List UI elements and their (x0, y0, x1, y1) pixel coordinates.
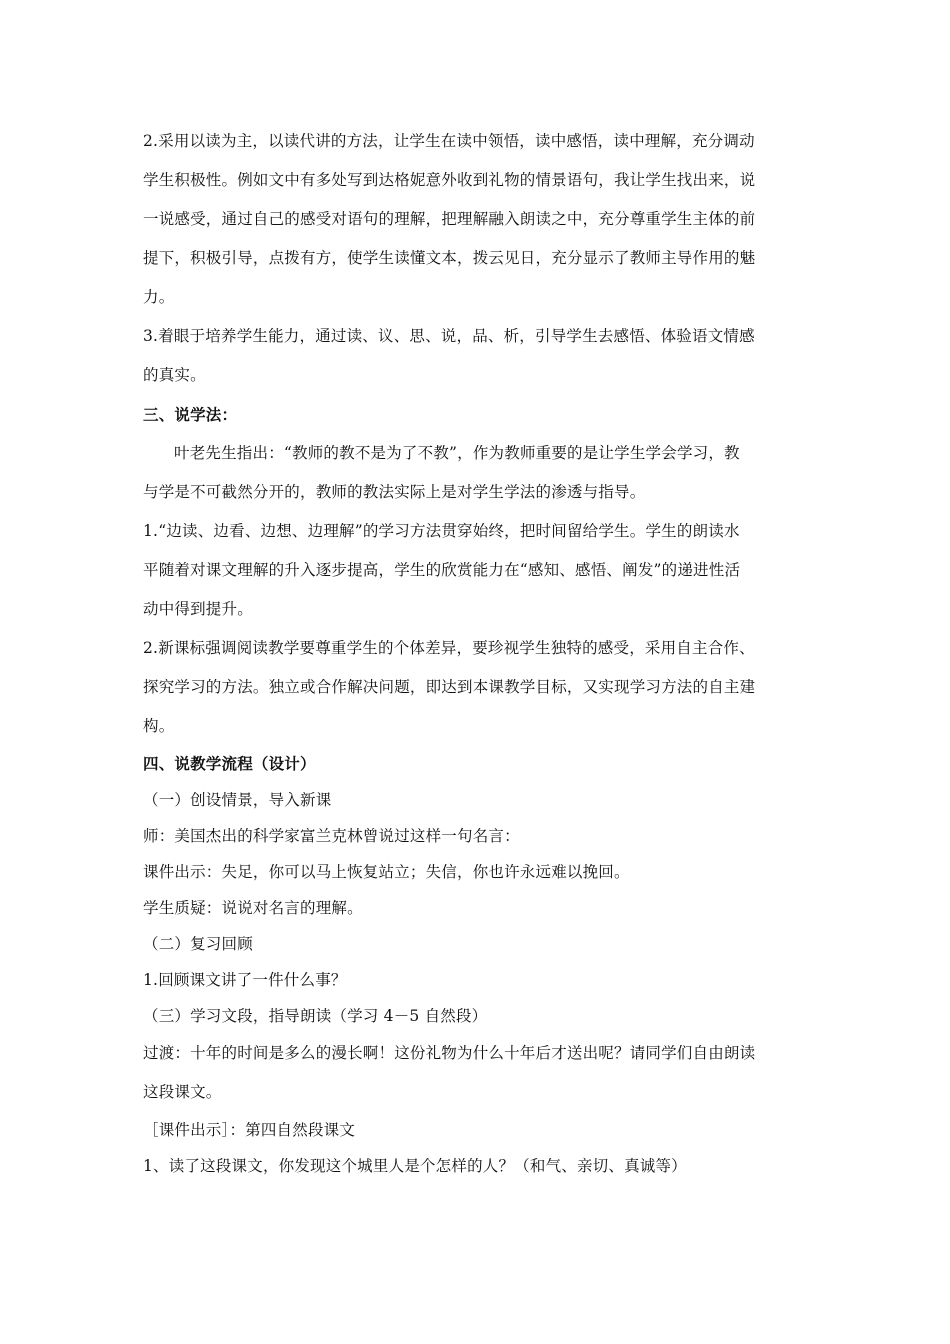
courseware-line: ［课件出示］：第四自然段课文 (143, 1121, 356, 1139)
text-line: 2.新课标强调阅读教学要尊重学生的个体差异，要珍视学生独特的感受，采用自主合作、 (143, 639, 755, 657)
step-3-title: （三）学习文段，指导朗读（学习 4－5 自然段） (143, 1007, 488, 1025)
paragraph-ye-quote (143, 434, 807, 512)
teacher-line: 师：美国杰出的科学家富兰克林曾说过这样一句名言： (143, 827, 520, 845)
text-line: 一说感受，通过自己的感受对语句的理解，把理解融入朗读之中，充分尊重学生主体的前 (143, 210, 756, 228)
text-line: 探究学习的方法。独立或合作解决问题，即达到本课教学目标，又实现学习方法的自主建 (143, 678, 756, 696)
question-line: 1、读了这段课文，你发现这个城里人是个怎样的人？（和气、亲切、真诚等） (143, 1157, 687, 1175)
text-line: 的真实。 (143, 366, 206, 384)
paragraph-learning-method-1 (143, 512, 807, 629)
text-line: 这段课文。 (143, 1083, 222, 1101)
section-heading-learning-methods: 三、说学法： (143, 405, 238, 424)
paragraph-method-3 (143, 317, 807, 395)
text-line: 2.采用以读为主，以读代讲的方法，让学生在读中领悟，读中感悟，读中理解，充分调动 (143, 132, 755, 150)
document-page (143, 122, 807, 1184)
step-2-title: （二）复习回顾 (143, 935, 253, 953)
review-question: 1.回顾课文讲了一件什么事？ (143, 971, 347, 989)
paragraph-learning-method-2 (143, 629, 807, 746)
text-line: 提下，积极引导，点拨有方，使学生读懂文本，拨云见日，充分显示了教师主导作用的魅 (143, 249, 756, 267)
paragraph-transition (143, 1034, 807, 1112)
text-line: 力。 (143, 288, 175, 306)
text-line: 与学是不可截然分开的，教师的教法实际上是对学生学法的渗透与指导。 (143, 483, 646, 501)
text-line: 平随着对课文理解的升入逐步提高，学生的欣赏能力在“感知、感悟、阐发”的递进性活 (143, 561, 741, 579)
text-line: 3.着眼于培养学生能力，通过读、议、思、说，品、析，引导学生去感悟、体验语文情感 (143, 327, 755, 345)
text-line: 构。 (143, 717, 175, 735)
text-line: 过渡：十年的时间是多么的漫长啊！这份礼物为什么十年后才送出呢？请同学们自由朗读 (143, 1044, 756, 1062)
section-heading-teaching-process: 四、说教学流程（设计） (143, 754, 316, 773)
step-1-title: （一）创设情景，导入新课 (143, 791, 332, 809)
text-line: 动中得到提升。 (143, 600, 253, 618)
courseware-line: 课件出示：失足，你可以马上恢复站立；失信，你也许永远难以挽回。 (143, 863, 630, 881)
text-line: 学生积极性。例如文中有多处写到达格妮意外收到礼物的情景语句，我让学生找出来，说 (143, 171, 756, 189)
text-line: 1.“边读、边看、边想、边理解”的学习方法贯穿始终，把时间留给学生。学生的朗读水 (143, 522, 740, 540)
paragraph-method-2 (143, 122, 807, 317)
text-line: 叶老先生指出：“教师的教不是为了不教”，作为教师重要的是让学生学会学习，教 (174, 444, 740, 462)
student-question-line: 学生质疑：说说对名言的理解。 (143, 899, 363, 917)
